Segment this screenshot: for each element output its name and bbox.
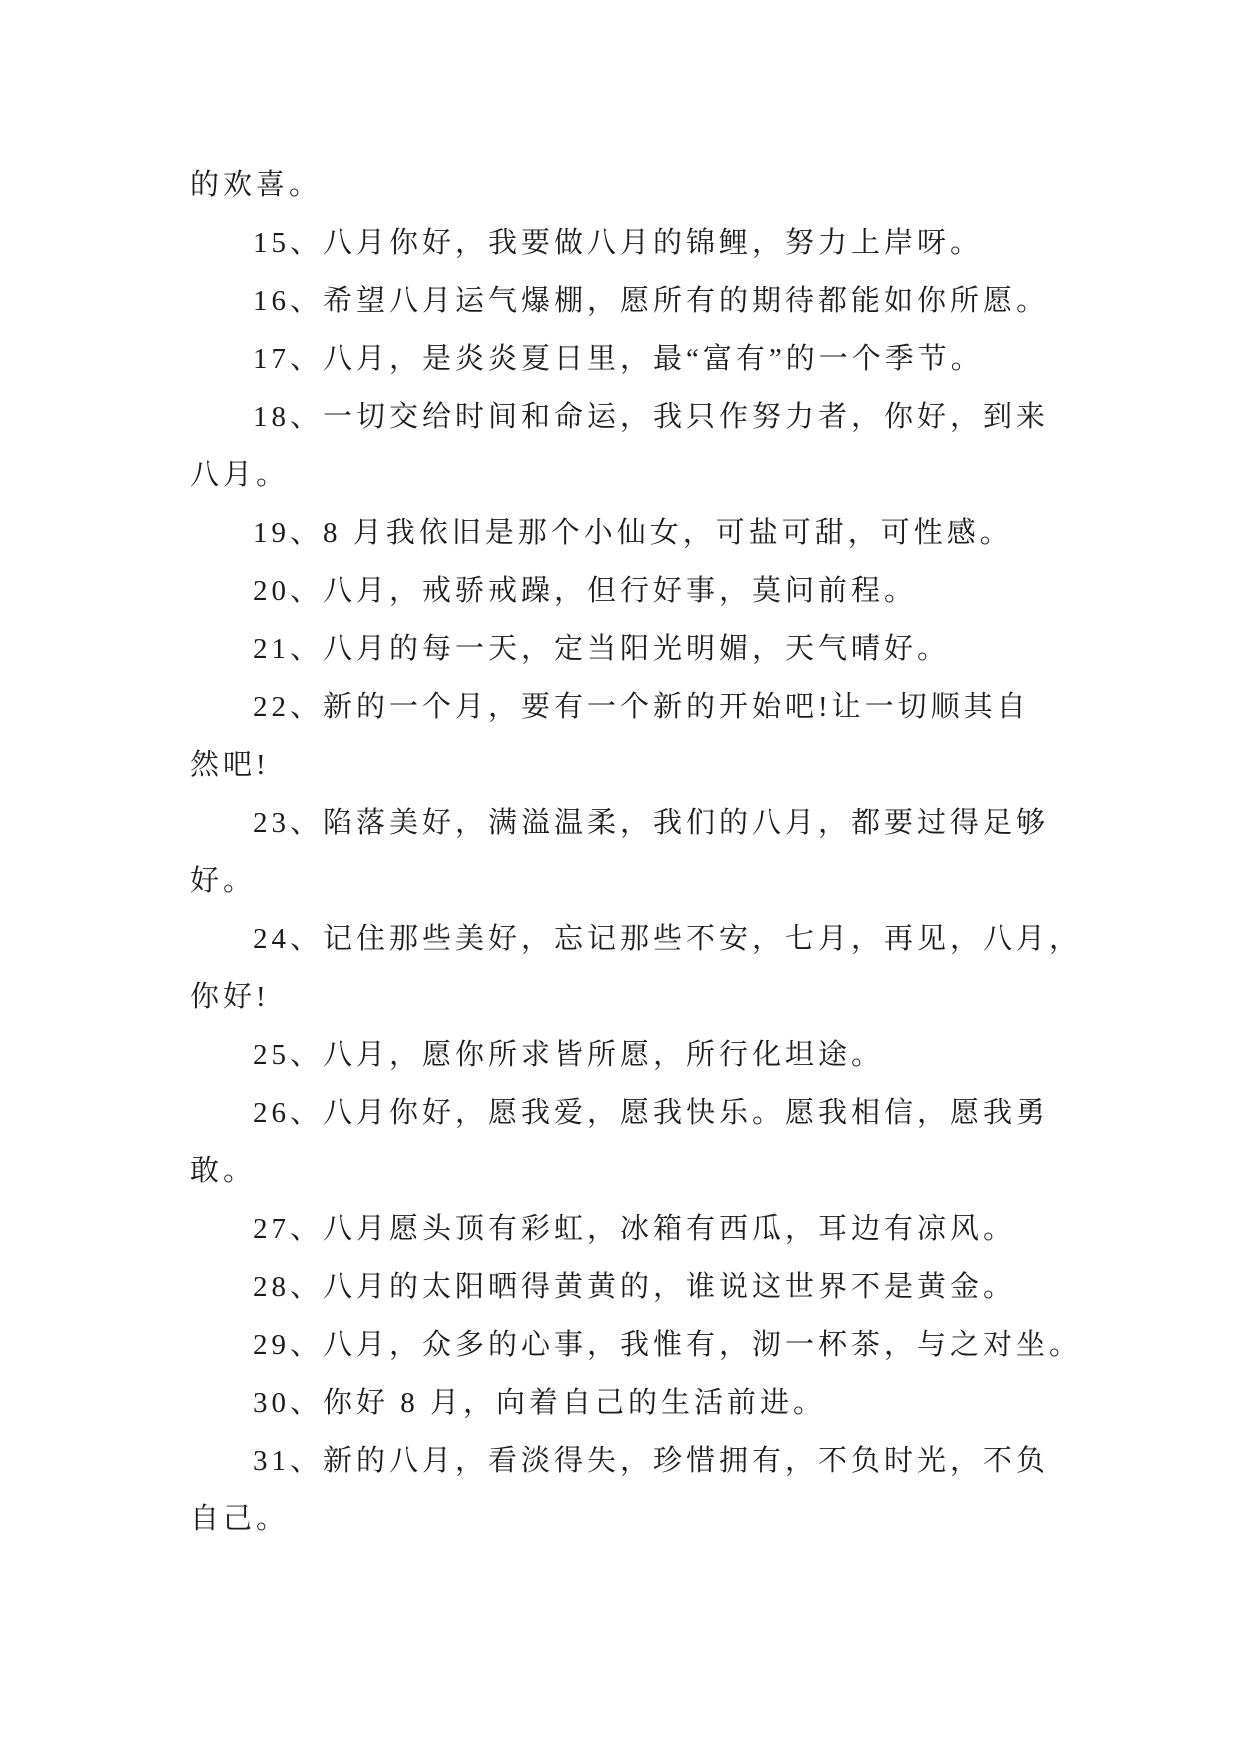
list-item-18	[190, 388, 1090, 504]
continued-text: 的欢喜。	[190, 169, 323, 201]
list-item-20	[190, 562, 1090, 620]
paragraph-line: 26、八月你好，愿我爱，愿我快乐。愿我相信，愿我勇	[253, 1097, 1050, 1129]
list-item-21	[190, 620, 1090, 678]
paragraph-line: 八月。	[190, 459, 290, 491]
paragraph-line: 敢。	[190, 1155, 257, 1187]
paragraph-line: 19、8 月我依旧是那个小仙女，可盐可甜，可性感。	[253, 517, 1013, 549]
paragraph-line: 31、新的八月，看淡得失，珍惜拥有，不负时光，不负	[253, 1445, 1050, 1477]
paragraph-line: 好。	[190, 865, 257, 897]
paragraph-line: 你好!	[190, 981, 270, 1013]
paragraph-line: 23、陷落美好，满溢温柔，我们的八月，都要过得足够	[253, 807, 1050, 839]
paragraph-line: 24、记住那些美好，忘记那些不安，七月，再见，八月，	[253, 923, 1083, 955]
paragraph-line: 15、八月你好，我要做八月的锦鲤，努力上岸呀。	[253, 227, 984, 259]
list-item-27	[190, 1200, 1090, 1258]
list-item-24	[190, 910, 1090, 1026]
paragraph-line: 16、希望八月运气爆棚，愿所有的期待都能如你所愿。	[253, 285, 1050, 317]
paragraph-line: 28、八月的太阳晒得黄黄的，谁说这世界不是黄金。	[253, 1271, 1017, 1303]
paragraph-line: 21、八月的每一天，定当阳光明媚，天气晴好。	[253, 633, 951, 665]
paragraph-line: 自己。	[190, 1503, 290, 1535]
paragraph-line: 20、八月，戒骄戒躁，但行好事，莫问前程。	[253, 575, 918, 607]
list-item-28	[190, 1258, 1090, 1316]
list-item-30	[190, 1374, 1090, 1432]
list-item-22	[190, 678, 1090, 794]
list-item-26	[190, 1084, 1090, 1200]
list-item-29	[190, 1316, 1090, 1374]
list-item-17	[190, 330, 1090, 388]
paragraph-line: 17、八月，是炎炎夏日里，最“富有”的一个季节。	[253, 343, 984, 375]
list-item-19	[190, 504, 1090, 562]
list-item-15	[190, 214, 1090, 272]
list-item-16	[190, 272, 1090, 330]
list-item-25	[190, 1026, 1090, 1084]
paragraph-line: 然吧!	[190, 749, 270, 781]
paragraph-line: 29、八月，众多的心事，我惟有，沏一杯茶，与之对坐。	[253, 1329, 1083, 1361]
paragraph-line: 30、你好 8 月，向着自己的生活前进。	[253, 1387, 827, 1419]
paragraph-line: 25、八月，愿你所求皆所愿，所行化坦途。	[253, 1039, 885, 1071]
list-item-31	[190, 1432, 1090, 1548]
paragraph-line: 18、一切交给时间和命运，我只作努力者，你好，到来	[253, 401, 1050, 433]
paragraph-line: 27、八月愿头顶有彩虹，冰箱有西瓜，耳边有凉风。	[253, 1213, 1017, 1245]
paragraph-line: 22、新的一个月，要有一个新的开始吧!让一切顺其自	[253, 691, 1030, 723]
list-item-23	[190, 794, 1090, 910]
document-body	[190, 156, 1090, 1548]
